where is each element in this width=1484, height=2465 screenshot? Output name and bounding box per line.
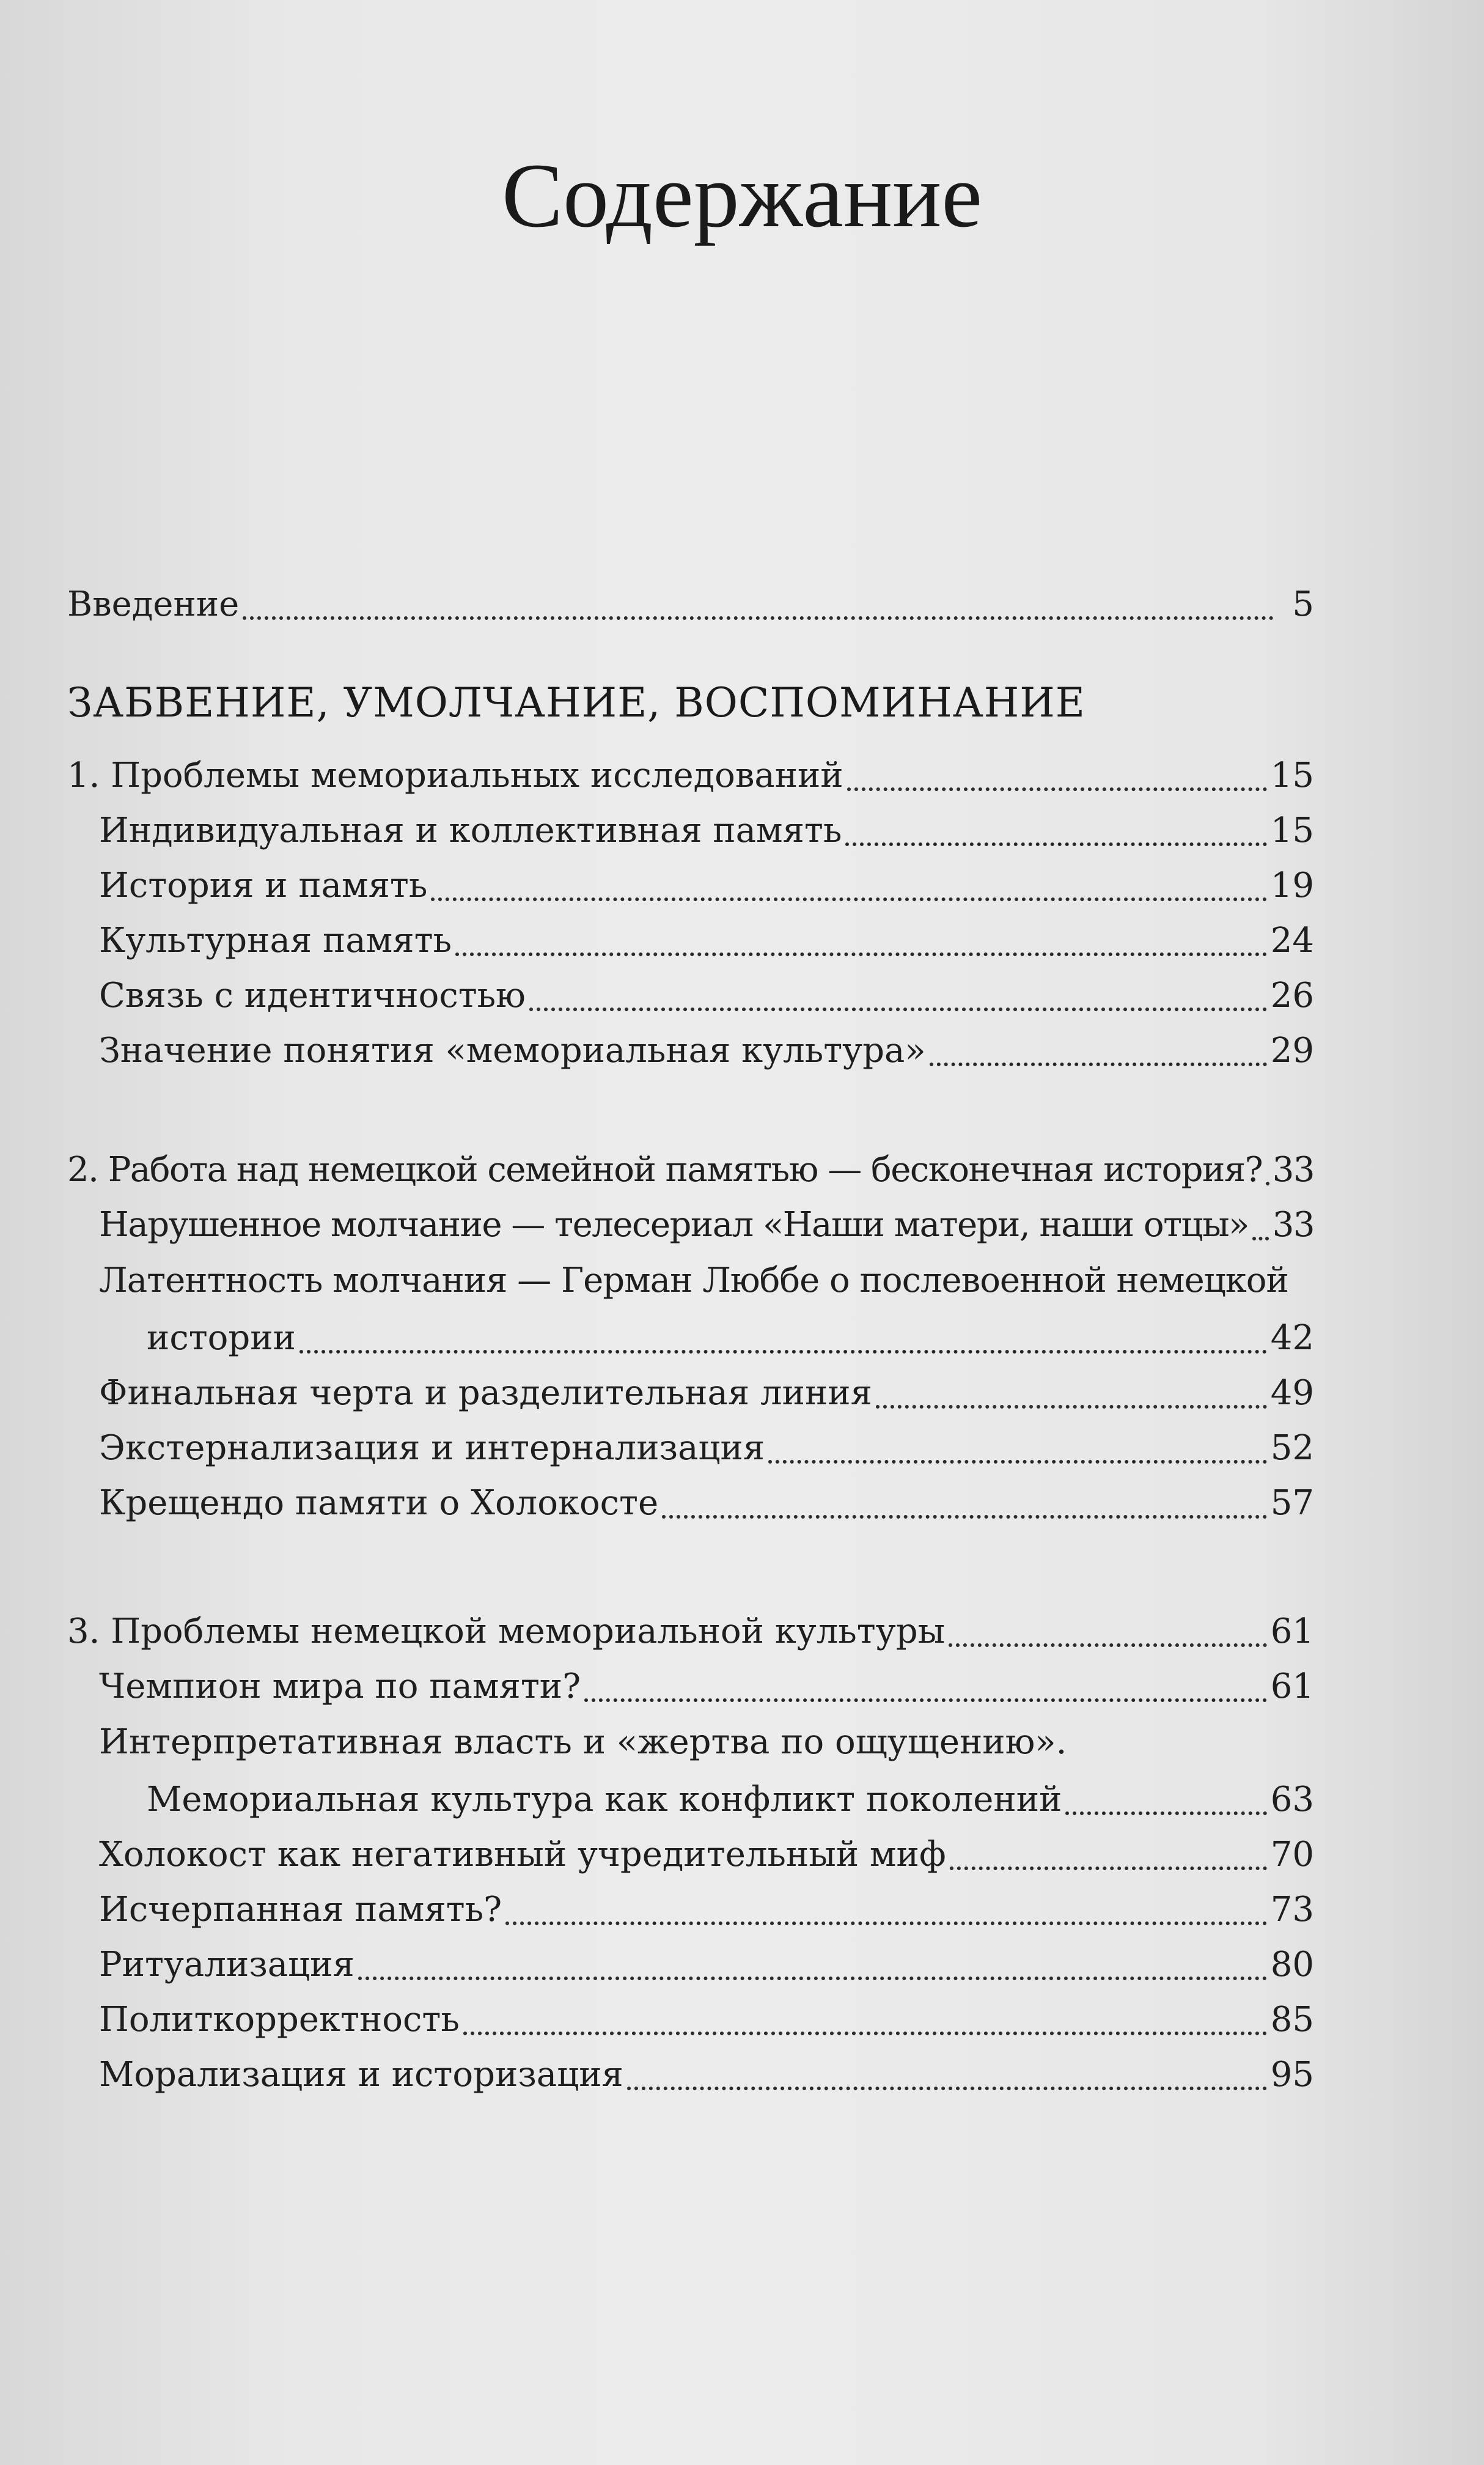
- toc-entry-label: Ритуализация: [99, 1945, 354, 1984]
- toc-section[interactable]: [99, 1825, 1314, 1882]
- page-title: Содержание: [502, 145, 982, 246]
- toc-page-number: 57: [1270, 1483, 1314, 1523]
- toc-entry-label: Финальная черта и разделительная линия: [99, 1373, 872, 1413]
- toc-section[interactable]: [99, 1195, 1314, 1253]
- toc-chapter-1[interactable]: [67, 746, 1314, 803]
- toc-page-number: 73: [1270, 1890, 1314, 1929]
- toc-page-number: 26: [1270, 976, 1314, 1015]
- toc-section[interactable]: [99, 1363, 1314, 1421]
- toc-page-number: 15: [1270, 811, 1314, 850]
- dot-leader: [463, 2032, 1267, 2035]
- toc-page-number: 15: [1270, 756, 1314, 795]
- toc-page-number: 61: [1270, 1667, 1314, 1706]
- toc-entry-label: Морализация и историзация: [99, 2055, 623, 2095]
- toc-section[interactable]: [99, 966, 1314, 1023]
- toc-entry-introduction[interactable]: [67, 575, 1314, 632]
- toc-section[interactable]: [99, 911, 1314, 968]
- dot-leader: [358, 1977, 1267, 1980]
- toc-entry-label: Значение понятия «мемориальная культура»: [99, 1031, 926, 1070]
- toc-page-number: 42: [1270, 1318, 1314, 1358]
- toc-page-number: 61: [1270, 1612, 1314, 1651]
- toc-page-number: 19: [1270, 866, 1314, 905]
- toc-entry-label: Экстернализация и интернализация: [99, 1428, 765, 1468]
- toc-page-number: 29: [1270, 1031, 1314, 1070]
- part-heading: ЗАБВЕНИЕ, УМОЛЧАНИЕ, ВОСПОМИНАНИЕ: [67, 679, 1085, 726]
- toc-entry-label: Введение: [67, 584, 240, 624]
- toc-entry-label: Крещендо памяти о Холокосте: [99, 1483, 659, 1523]
- toc-section-line[interactable]: Интерпретативная власть и «жертва по ощущению».: [99, 1722, 1067, 1762]
- toc-entry-label: Политкорректность: [99, 2000, 460, 2039]
- dot-leader: [584, 1698, 1267, 1702]
- dot-leader: [299, 1350, 1267, 1354]
- dot-leader: [930, 1063, 1267, 1066]
- toc-page-number: 80: [1270, 1945, 1314, 1984]
- toc-section[interactable]: [99, 1880, 1314, 1937]
- dot-leader: [949, 1643, 1267, 1647]
- toc-section[interactable]: [99, 856, 1314, 913]
- toc-entry-label: Исчерпанная память?: [99, 1890, 502, 1929]
- dot-leader: [1065, 1811, 1266, 1815]
- toc-page-number: 70: [1270, 1835, 1314, 1874]
- dot-leader: [243, 616, 1274, 620]
- toc-section[interactable]: [99, 1935, 1314, 1992]
- toc-entry-label: истории: [147, 1318, 296, 1358]
- dot-leader: [431, 897, 1266, 901]
- dot-leader: [455, 952, 1267, 956]
- toc-entry-label: Связь с идентичностью: [99, 976, 526, 1015]
- toc-chapter-3[interactable]: [67, 1602, 1314, 1659]
- toc-entry-label: Чемпион мира по памяти?: [99, 1667, 581, 1706]
- toc-section-cont[interactable]: [147, 1770, 1314, 1827]
- dot-leader: [845, 842, 1266, 846]
- toc-entry-label: Мемориальная культура как конфликт поколений: [147, 1780, 1062, 1819]
- dot-leader: [768, 1460, 1267, 1464]
- dot-leader: [505, 1922, 1267, 1925]
- dot-leader: [847, 787, 1267, 791]
- toc-section[interactable]: [99, 1473, 1314, 1531]
- toc-section[interactable]: [99, 1021, 1314, 1078]
- toc-entry-label: Индивидуальная и коллективная память: [99, 811, 842, 850]
- toc-page-number: 49: [1270, 1373, 1314, 1413]
- toc-section-cont[interactable]: [147, 1308, 1314, 1366]
- dot-leader: [662, 1515, 1267, 1519]
- toc-chapter-2[interactable]: [67, 1140, 1314, 1198]
- toc-entry-label: Холокост как негативный учредительный миф: [99, 1835, 946, 1874]
- dot-leader: [1266, 1182, 1269, 1185]
- toc-page-number: 85: [1270, 2000, 1314, 2039]
- toc-page-number: 52: [1270, 1428, 1314, 1468]
- toc-section[interactable]: [99, 1657, 1314, 1714]
- toc-section[interactable]: [99, 801, 1314, 858]
- dot-leader: [1252, 1237, 1269, 1240]
- toc-page-number: 63: [1270, 1780, 1314, 1819]
- toc-page-number: 24: [1270, 921, 1314, 960]
- toc-entry-label: Культурная память: [99, 921, 452, 960]
- toc-entry-label: История и память: [99, 866, 428, 905]
- dot-leader: [627, 2087, 1267, 2090]
- toc-page-number: 33: [1272, 1205, 1314, 1245]
- toc-page-number: 5: [1292, 584, 1314, 624]
- toc-entry-label: 1. Проблемы мемориальных исследований: [67, 756, 843, 795]
- toc-page-number: 33: [1272, 1150, 1314, 1190]
- toc-entry-label: 3. Проблемы немецкой мемориальной культуры: [67, 1612, 946, 1651]
- toc-entry-label: 2. Работа над немецкой семейной памятью — бесконечная история?: [67, 1150, 1263, 1190]
- toc-section-line[interactable]: Латентность молчания — Герман Люббе о послевоенной немецкой: [99, 1261, 1288, 1300]
- toc-page-number: 95: [1270, 2055, 1314, 2095]
- toc-section[interactable]: [99, 1418, 1314, 1476]
- toc-section[interactable]: [99, 1990, 1314, 2047]
- dot-leader: [529, 1008, 1267, 1011]
- dot-leader: [876, 1405, 1267, 1409]
- toc-section[interactable]: [99, 2045, 1314, 2102]
- dot-leader: [950, 1866, 1267, 1870]
- toc-entry-label: Нарушенное молчание — телесериал «Наши матери, наши отцы»: [99, 1205, 1249, 1245]
